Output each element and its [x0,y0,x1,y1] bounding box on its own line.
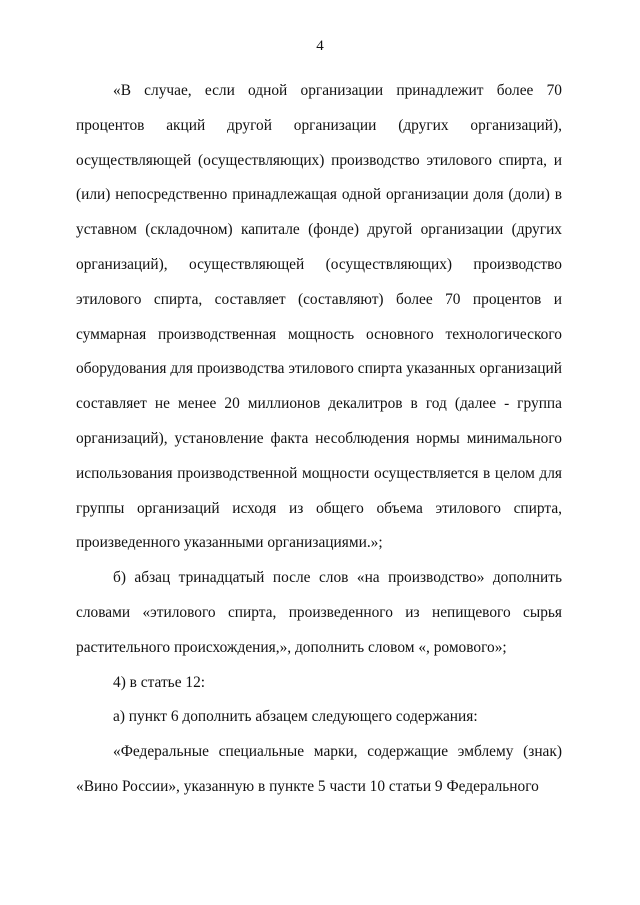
document-body [76,74,562,805]
page-number: 4 [316,38,324,54]
paragraph-group-definition: «В случае, если одной организации принадлежит более 70 процентов акций другой организации (других организаций), осуществляющей (осуществляющих) производство этилового спирта, и (или) непосредственно принадлежащая одной организации доля (доли) в уставном (складочном) капитале (фонде) другой организации (других организаций), осуществляющей (осуществляющих) производство этилового спирта, составляет (составляют) более 70 процентов и суммарная производственная мощность основного технологического оборудования для производства этилового спирта указанных организаций составляет не менее 20 миллионов декалитров в год (далее - группа организаций), установление факта несоблюдения нормы минимального использования производственной мощности осуществляется в целом для группы организаций исходя из общего объема этилового спирта, произведенного указанными организациями.»; [76,82,562,552]
paragraph-b-abzac-13: б) абзац тринадцатый после слов «на производство» дополнить словами «этилового спирта, произведенного из непищевого сырья растительного происхождения,», дополнить словом «, ромового»; [76,569,562,656]
paragraph-a-punkt-6: а) пункт 6 дополнить абзацем следующего содержания: [113,708,478,726]
paragraph-federal-marks: «Федеральные специальные марки, содержащие эмблему (знак) «Вино России», указанную в пункте 5 части 10 статьи 9 Федерального [76,743,562,795]
paragraph-4-article-12: 4) в статье 12: [113,673,206,691]
